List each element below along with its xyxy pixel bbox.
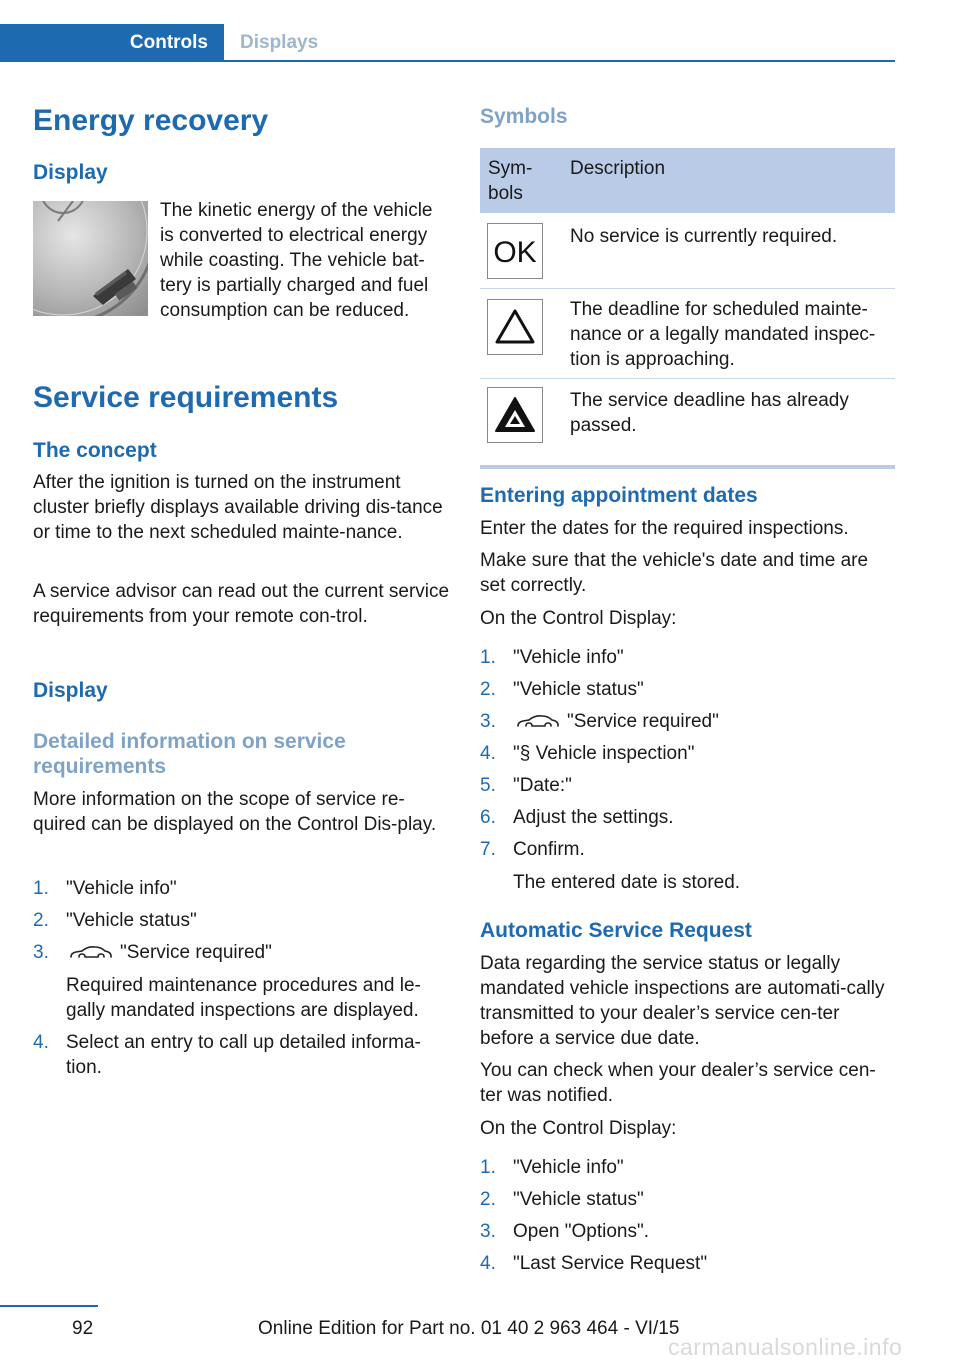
row-description: No service is currently required.	[570, 226, 838, 247]
detailed-info-heading: Detailed information on service requirements	[33, 730, 346, 778]
list-item: 6. Adjust the settings.	[480, 807, 674, 828]
footer-edition: Online Edition for Part no. 01 40 2 963 464 - VI/15	[258, 1318, 680, 1339]
ok-icon	[487, 223, 543, 279]
section-tabs	[0, 24, 895, 62]
automatic-service-heading: Automatic Service Request	[480, 919, 752, 942]
symbols-title: Symbols	[480, 105, 568, 128]
col-symbols-header: Sym-bols	[488, 158, 533, 204]
table-row	[480, 213, 895, 289]
appointment-p3: On the Control Display:	[480, 608, 677, 629]
footer-rule	[0, 1305, 98, 1307]
appointment-p1: Enter the dates for the required inspections.	[480, 518, 849, 539]
energy-recovery-title: Energy recovery	[33, 104, 269, 137]
appointment-p2: Make sure that the vehicle's date and time are set correctly.	[480, 550, 869, 596]
list-item: 2. "Vehicle status"	[480, 679, 644, 700]
service-steps-list	[33, 876, 453, 1087]
concept-paragraph-2: A service advisor can read out the current service requirements from your remote con-trol.	[33, 581, 450, 627]
energy-gauge-image	[33, 201, 148, 316]
energy-display-text: The kinetic energy of the vehicle is converted to electrical energy while coasting. The vehicle bat-tery is partially charged and fuel consumption can be reduced.	[160, 200, 433, 321]
row-description: The deadline for scheduled mainte-nance or a legally mandated inspec-tion is approaching.	[570, 299, 876, 370]
service-display-heading: Display	[33, 679, 108, 702]
energy-display-heading: Display	[33, 161, 108, 184]
list-item: 2. "Vehicle status"	[480, 1189, 644, 1210]
list-item: 4. Select an entry to call up detailed informa-tion.	[33, 1032, 421, 1078]
symbols-table	[480, 148, 895, 469]
list-item: 1. "Vehicle info"	[33, 878, 177, 899]
list-item: 4. "Last Service Request"	[480, 1253, 708, 1274]
car-icon	[515, 713, 561, 731]
appointment-steps-list	[480, 645, 895, 902]
list-item: 1. "Vehicle info"	[480, 1157, 624, 1178]
list-item: 3. "Service required" Required maintenance procedures and le-gally mandated inspections are displayed.	[33, 942, 421, 1021]
concept-paragraph-1: After the ignition is turned on the instrument cluster briefly displays available driving dis-tance or time to the next scheduled mainte-nance.	[33, 472, 443, 543]
list-item: 7. Confirm. The entered date is stored.	[480, 839, 741, 893]
list-item: 2. "Vehicle status"	[33, 910, 197, 931]
concept-heading: The concept	[33, 439, 157, 462]
car-icon	[68, 944, 114, 962]
row-description: The service deadline has already passed.	[570, 390, 849, 436]
tab-controls[interactable]	[0, 24, 224, 62]
table-row	[480, 379, 895, 451]
tab-displays[interactable]	[240, 24, 318, 62]
page-number: 92	[72, 1318, 94, 1339]
detailed-info-text: More information on the scope of service re-quired can be displayed on the Control Dis-play.	[33, 789, 437, 835]
list-item: 1. "Vehicle info"	[480, 647, 624, 668]
automatic-p2: You can check when your dealer’s service cen-ter was notified.	[480, 1060, 876, 1106]
automatic-p3: On the Control Display:	[480, 1118, 677, 1139]
table-header	[480, 148, 895, 213]
table-row	[480, 289, 895, 379]
tab-displays-label: Displays	[240, 32, 319, 53]
watermark: carmanualsonline.info	[668, 1334, 903, 1360]
service-requirements-title: Service requirements	[33, 381, 339, 414]
tab-controls-label: Controls	[129, 32, 208, 53]
appointment-heading: Entering appointment dates	[480, 484, 758, 507]
col-description-header: Description	[570, 158, 666, 179]
list-item: 3. Open "Options".	[480, 1221, 650, 1242]
triangle-outline-icon	[487, 299, 543, 355]
list-item: 4. "§ Vehicle inspection"	[480, 743, 695, 764]
gauge-graphic	[33, 201, 148, 316]
automatic-p1: Data regarding the service status or legally mandated vehicle inspections are automati-cally transmitted to your dealer’s service cen-ter before a service due date.	[480, 953, 885, 1049]
table-bottom-rule	[480, 465, 895, 469]
svg-text:OK: OK	[493, 236, 537, 269]
list-item: 3. "Service required"	[480, 711, 719, 732]
list-item: 5. "Date:"	[480, 775, 572, 796]
automatic-steps-list	[480, 1155, 895, 1283]
triangle-filled-icon	[487, 387, 543, 443]
